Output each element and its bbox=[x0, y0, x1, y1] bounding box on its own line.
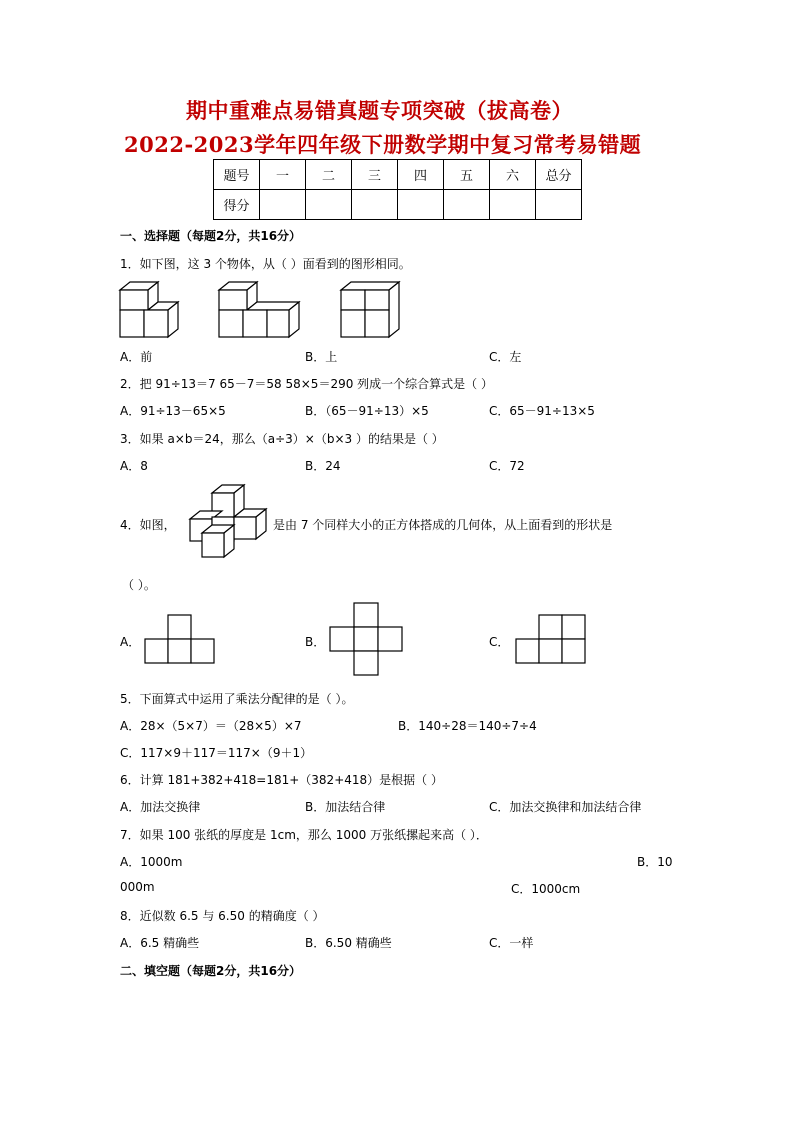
option-b[interactable]: B．6.50 精确些 bbox=[305, 936, 392, 950]
question-stem: 1．如下图，这 3 个物体，从（ ）面看到的图形相同。 bbox=[120, 257, 411, 271]
score-input-cell[interactable] bbox=[490, 190, 536, 220]
option-b[interactable]: B．上 bbox=[305, 350, 338, 364]
option-c[interactable]: C．一样 bbox=[489, 936, 534, 950]
option-b[interactable]: B．10 bbox=[637, 855, 673, 869]
option-b-continued: 000m bbox=[120, 880, 155, 894]
option-c[interactable]: C．左 bbox=[489, 350, 522, 364]
score-cell: 六 bbox=[490, 160, 536, 190]
option-a[interactable]: A．加法交换律 bbox=[120, 800, 201, 814]
option-a[interactable]: A．28×（5×7）＝（28×5）×7 bbox=[120, 719, 302, 733]
option-a[interactable]: A． bbox=[120, 635, 141, 649]
section-heading: 一、选择题（每题2分，共16分） bbox=[120, 229, 302, 243]
q4-option-b-shape bbox=[329, 602, 405, 676]
option-c[interactable]: C．65－91÷13×5 bbox=[489, 404, 595, 418]
option-b[interactable]: B．24 bbox=[305, 459, 341, 473]
question-stem: 4．如图， bbox=[120, 518, 176, 532]
score-header-row bbox=[214, 160, 582, 190]
score-input-cell[interactable] bbox=[398, 190, 444, 220]
score-cell: 四 bbox=[398, 160, 444, 190]
option-b[interactable]: B．（65－91÷13）×5 bbox=[305, 404, 429, 418]
option-a[interactable]: A．8 bbox=[120, 459, 148, 473]
section-heading: 二、填空题（每题2分，共16分） bbox=[120, 964, 302, 978]
answer-blank[interactable]: （ ）。 bbox=[122, 578, 156, 592]
option-b[interactable]: B． bbox=[305, 635, 326, 649]
option-c[interactable]: C．1000cm bbox=[511, 882, 581, 896]
option-b[interactable]: B．加法结合律 bbox=[305, 800, 386, 814]
score-input-cell[interactable] bbox=[306, 190, 352, 220]
score-input-cell[interactable] bbox=[260, 190, 306, 220]
question-stem: 8．近似数 6.5 与 6.50 的精确度（ ） bbox=[120, 909, 325, 923]
q1-figure-2 bbox=[217, 280, 301, 340]
q4-option-c-shape bbox=[515, 614, 589, 666]
option-a[interactable]: A．1000m bbox=[120, 855, 183, 869]
question-stem: 7．如果 100 张纸的厚度是 1cm，那么 1000 万张纸摞起来高（ ）． bbox=[120, 828, 488, 842]
score-cell: 二 bbox=[306, 160, 352, 190]
option-b[interactable]: B．140÷28＝140÷7÷4 bbox=[398, 719, 537, 733]
score-cell: 一 bbox=[260, 160, 306, 190]
question-stem: 3．如果 a×b＝24，那么（a÷3）×（b×3 ）的结果是（ ） bbox=[120, 432, 444, 446]
option-a[interactable]: A．91÷13－65×5 bbox=[120, 404, 226, 418]
question-stem: 6．计算 181+382+418=181+（382+418）是根据（ ） bbox=[120, 773, 443, 787]
q4-cube-figure bbox=[186, 483, 272, 561]
score-input-cell[interactable] bbox=[536, 190, 582, 220]
option-c[interactable]: C．117×9＋117＝117×（9＋1） bbox=[120, 746, 313, 760]
score-cell: 题号 bbox=[214, 160, 260, 190]
option-c[interactable]: C．加法交换律和加法结合律 bbox=[489, 800, 642, 814]
title-line-2: 2022-2023学年四年级下册数学期中复习常考易错题 bbox=[124, 132, 642, 157]
question-stem: 5．下面算式中运用了乘法分配律的是（ ）。 bbox=[120, 692, 354, 706]
score-cell: 五 bbox=[444, 160, 490, 190]
question-stem-continued: 是由 7 个同样大小的正方体搭成的几何体，从上面看到的形状是 bbox=[273, 518, 613, 532]
score-cell: 得分 bbox=[214, 190, 260, 220]
question-stem: 2．把 91÷13＝7 65－7＝58 58×5＝290 列成一个综合算式是（ ） bbox=[120, 377, 493, 391]
score-input-cell[interactable] bbox=[352, 190, 398, 220]
option-a[interactable]: A．6.5 精确些 bbox=[120, 936, 200, 950]
score-input-cell[interactable] bbox=[444, 190, 490, 220]
title-line-1: 期中重难点易错真题专项突破（拔高卷） bbox=[186, 98, 573, 123]
option-a[interactable]: A．前 bbox=[120, 350, 153, 364]
score-cell: 三 bbox=[352, 160, 398, 190]
score-table bbox=[213, 159, 582, 220]
option-c[interactable]: C．72 bbox=[489, 459, 525, 473]
option-c[interactable]: C． bbox=[489, 635, 510, 649]
score-value-row bbox=[214, 190, 582, 220]
q4-option-a-shape bbox=[144, 614, 218, 666]
score-cell: 总分 bbox=[536, 160, 582, 190]
q1-figure-3 bbox=[339, 280, 401, 340]
q1-figure-1 bbox=[118, 280, 180, 340]
